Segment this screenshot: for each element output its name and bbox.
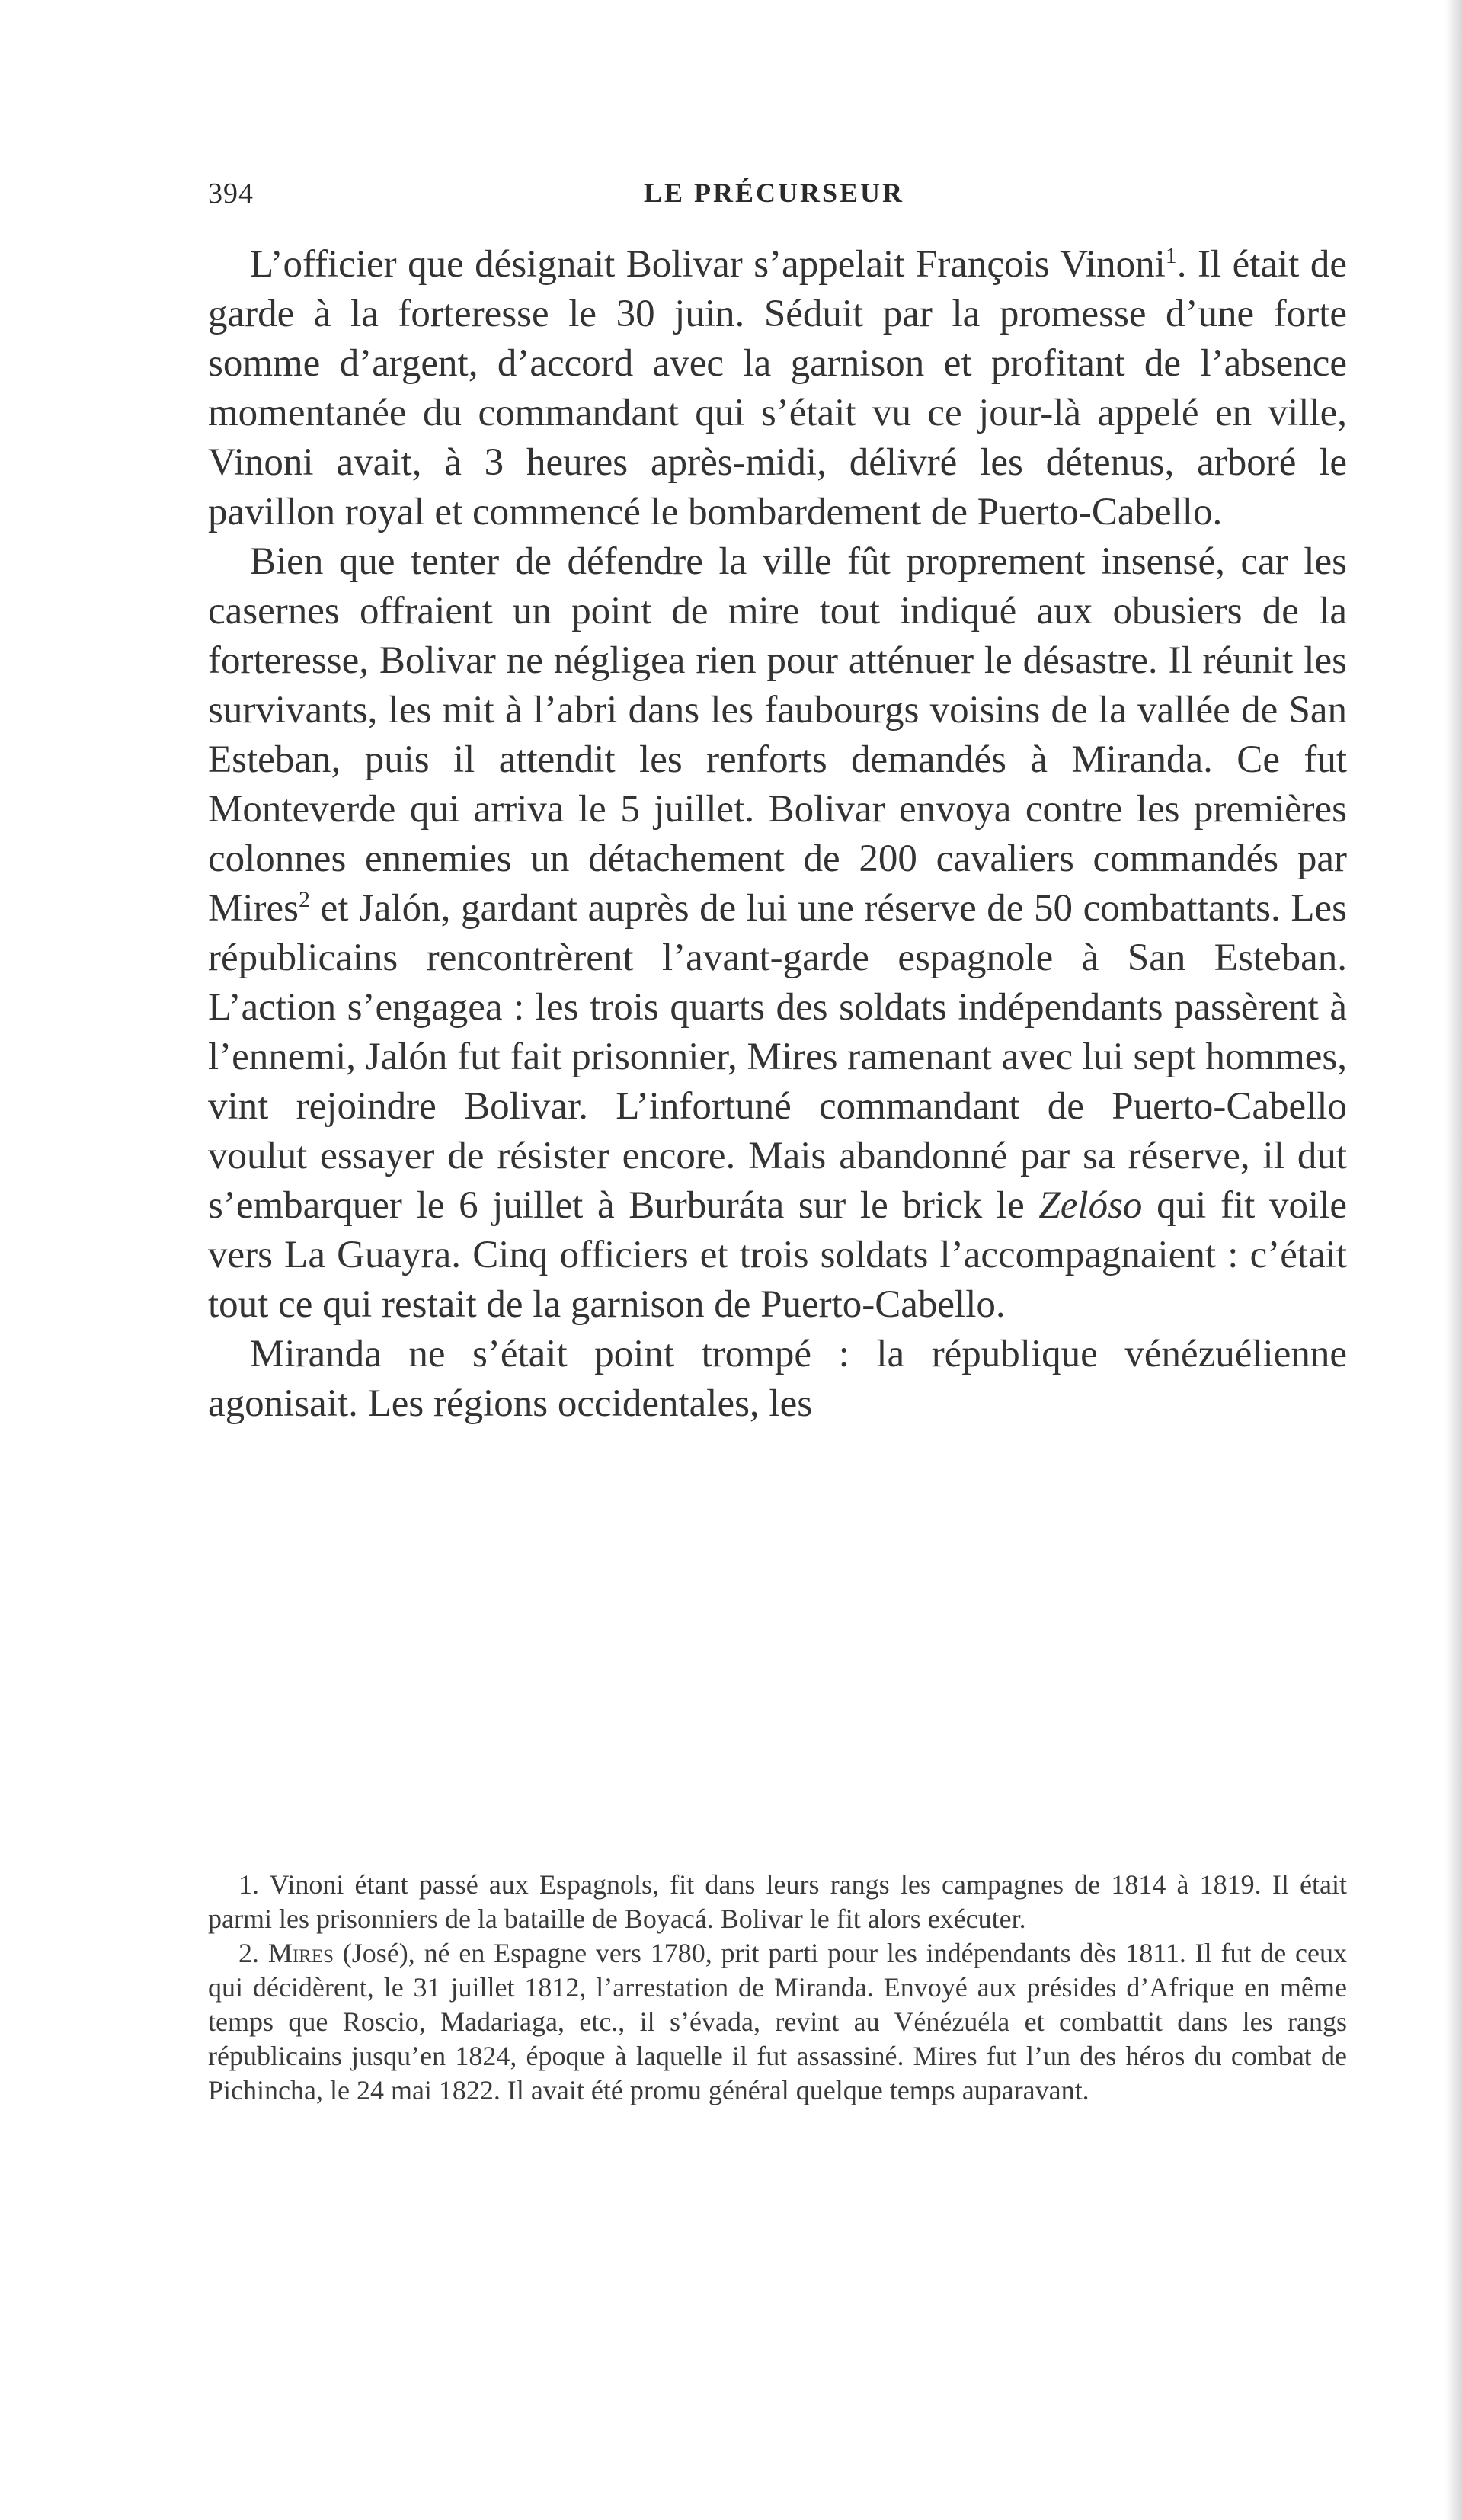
- paragraph-1-text-b: . Il était de garde à la forteresse le 30 juin. Séduit par la promesse d’une forte somme d’argent, d’accord avec la garnison et profitant de l’absence momentanée du commandant qui s’était vu ce jour-là appelé en ville, Vinoni avait, à 3 heures après-midi, délivré les détenus, arboré le pavillon royal et commencé le bombardement de Puerto-Cabello.: [208, 243, 1347, 533]
- paragraph-1-text-a: L’officier que désignait Bolivar s’appelait François Vinoni: [250, 243, 1166, 286]
- running-head: [208, 177, 1339, 215]
- paragraph-2-text-b: et Jalón, gardant auprès de lui une réserve de 50 combattants. Les républicains rencontrèrent l’avant-garde espagnole à San Esteban. L’action s’engagea : les trois quarts des soldats indépendants passèrent à l’ennemi, Jalón fut fait prisonnier, Mires ramenant avec lui sept hommes, vint rejoindre Bolivar. L’infortuné commandant de Puerto-Cabello voulut essayer de résister encore. Mais abandonné par sa réserve, il dut s’embarquer le 6 juillet à Burburáta sur le brick le: [208, 887, 1347, 1227]
- footnote-2-name: Mires: [267, 1938, 334, 1968]
- footnote-ref-1: 1: [1165, 243, 1177, 268]
- paragraph-3: Miranda ne s’était point trompé : la république vénézuélienne agonisait. Les régions occidentales, les: [208, 1333, 1347, 1425]
- paragraph-2-text-c: qui fit voile vers La Guayra. Cinq officiers et trois soldats l’accompagnaient : c’était tout ce qui restait de la garnison de Puerto-Cabello.: [208, 1184, 1347, 1326]
- paragraph-2: [208, 537, 1347, 1330]
- paragraph-2-text-a: Bien que tenter de défendre la ville fût proprement insensé, car les casernes offraient un point de mire tout indiqué aux obusiers de la forteresse, Bolivar ne négligea rien pour atténuer le désastre. Il réunit les survivants, les mit à l’abri dans les faubourgs voisins de la vallée de San Esteban, puis il attendit les renforts demandés à Miranda. Ce fut Monteverde qui arriva le 5 juillet. Bolivar envoya contre les premières colonnes ennemies un détachement de 200 cavaliers commandés par Mires: [208, 540, 1347, 930]
- paragraph-1: [208, 240, 1347, 537]
- ship-name: Zelóso: [1038, 1184, 1143, 1227]
- footnote-2-text: (José), né en Espagne vers 1780, prit parti pour les indépendants dès 1811. Il fut de ceux qui décidèrent, le 31 juillet 1812, l’arrestation de Miranda. Envoyé aux présides d’Afrique en même temps que Roscio, Madariaga, etc., il s’évada, revint au Vénézuéla et combattit dans les rangs républicains jusqu’en 1824, époque à laquelle il fut assassiné. Mires fut l’un des héros du combat de Pichincha, le 24 mai 1822. Il avait été promu général quelque temps auparavant.: [208, 1938, 1348, 2105]
- footnote-2-number: 2.: [238, 1938, 268, 1968]
- footnote-1: 1. Vinoni étant passé aux Espagnols, fit dans leurs rangs les campagnes de 1814 à 1819. Il était parmi les prisonniers de la bataille de Boyacá. Bolivar le fit alors exécuter.: [208, 1869, 1347, 1934]
- footnote-2: [208, 1936, 1347, 2108]
- page-edge-shadow: [1445, 0, 1462, 2520]
- page-number: 394: [208, 178, 254, 210]
- footnote-ref-2: 2: [298, 887, 310, 912]
- footnotes: [208, 1868, 1347, 2108]
- main-text: [208, 240, 1347, 1429]
- running-title: LE PRÉCURSEUR: [644, 178, 905, 208]
